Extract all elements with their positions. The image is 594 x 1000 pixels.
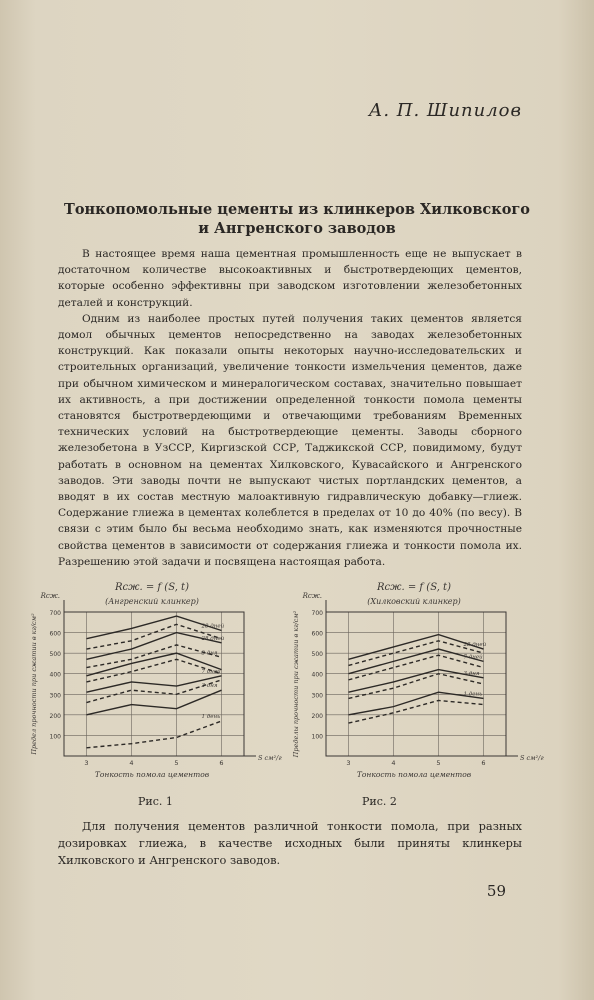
y-tick-label: 700: [311, 610, 323, 617]
x-tick-label: 4: [391, 759, 396, 767]
series-line: [87, 721, 222, 748]
series-label: 3 дня: [463, 670, 480, 677]
series-label: 28 дней: [201, 635, 225, 642]
x-tick-label: 4: [129, 759, 134, 767]
y-tick-label: 100: [311, 733, 323, 741]
title-line-1: Тонкопомольные цементы из клинкеров Хилковского: [64, 201, 530, 218]
y-axis-label: Предел прочности при сжатии в кг/см²: [30, 613, 38, 755]
x-tick-label: 5: [174, 759, 179, 767]
x-axis-label: Тонкость помола цементов: [356, 770, 472, 779]
y-axis-label: Пределы прочности при сжатии в кг/см²: [292, 610, 300, 758]
paragraph-1: В настоящее время наша цементная промышленность еще не выпускает в достаточном количестве высокоактивных и быстротвердеющих цементов, которые особенно эффективны при заводском изготовлении железобетонных деталей и конструкций.: [58, 248, 522, 309]
y-tick-label: 200: [49, 712, 61, 720]
y-tick-label: 600: [49, 630, 61, 638]
figure-2: [284, 578, 554, 818]
plot-frame: [326, 612, 506, 756]
y-tick-label: 300: [49, 692, 61, 700]
series-label: 28 дней: [201, 623, 225, 630]
chart-1: [22, 578, 292, 788]
bottom-text: [58, 818, 522, 869]
paragraph-2: Одним из наиболее простых путей получения таких цементов является домол обычных цементов непосредственно на заводах железобетонных конструкций. Как показали опыты некоторых научно-исследовательских и строительных организаций, увеличение тонкости измельчения цементов, даже при обычном химическом и минералогическом составах, значительно повышает их активность, а при достижении определенной тонкости помола цементы становятся быстротвердеющими и отвечающими требованиям Временных технических условий на быстротвердеющие цементы. Заводы сборного железобетона в УзССР, Киргизской ССР, Таджикской ССР, повидимому, будут работать в основном на цементах Хилковского, Кувасайского и Ангренского заводов. Эти заводы почти не выпускают чистых портландских цементов, а вводят в их состав местную малоактивную гидравлическую добавку—глиеж. Содержание глиежа в цементах колеблется в пределах от 10 до 40% (по весу). В связи с этим было бы весьма необходимо знать, как изменяются прочностные свойства цементов в зависимости от содержания глиежа и тонкости помола их. Разрешению этой задачи и посвящена настоящая работа.: [58, 312, 522, 568]
paragraph-3: Для получения цементов различной тонкости помола, при разных дозировках глиежа, в качестве исходных были приняты клинкеры Хилковского и Ангренского заводов.: [58, 819, 522, 867]
x-unit: S см²/г: [520, 754, 544, 762]
y-tick-label: 600: [311, 630, 323, 638]
chart-subtitle: (Ангренский клинкер): [105, 597, 199, 606]
author-name: А. П. Шипилов: [368, 100, 522, 121]
series-label: 28 дней: [463, 642, 487, 649]
chart-title: Rсж. = f (S, t): [115, 582, 189, 593]
series-label: 1 день: [463, 691, 483, 698]
title-line-2: и Ангренского заводов: [198, 220, 396, 237]
y-tick-label: 700: [49, 610, 61, 617]
series-label: 3 дня: [201, 650, 218, 657]
article-body: [58, 246, 522, 570]
x-tick-label: 6: [481, 759, 486, 767]
series-label: 7 дней: [201, 668, 221, 675]
figure-1: [22, 578, 292, 818]
y-tick-label: 400: [49, 671, 61, 679]
series-label: 3 дня: [201, 683, 218, 690]
y-tick-label: 100: [49, 733, 61, 741]
y-axis-symbol: Rсж.: [40, 592, 60, 600]
page-number: 59: [486, 882, 506, 900]
series-label: 1 день: [201, 714, 221, 721]
x-tick-label: 3: [84, 759, 89, 767]
series-label: 7 дней: [463, 654, 483, 661]
chart-subtitle: (Хилковский клинкер): [367, 597, 461, 606]
x-tick-label: 5: [436, 759, 441, 767]
figure-1-caption: Рис. 1: [138, 795, 173, 808]
x-unit: S см²/г: [258, 754, 282, 762]
x-axis-label: Тонкость помола цементов: [94, 770, 210, 779]
y-tick-label: 200: [311, 712, 323, 720]
x-tick-label: 3: [346, 759, 351, 767]
article-title: [30, 200, 564, 238]
y-tick-label: 400: [311, 671, 323, 679]
figures: [22, 578, 562, 818]
chart-2: [284, 578, 554, 788]
y-tick-label: 500: [49, 651, 61, 659]
series-line: [87, 690, 222, 715]
chart-title: Rсж. = f (S, t): [377, 582, 451, 593]
x-tick-label: 6: [219, 759, 224, 767]
y-tick-label: 500: [311, 651, 323, 659]
y-tick-label: 300: [311, 692, 323, 700]
figure-2-caption: Рис. 2: [362, 795, 397, 808]
y-axis-symbol: Rсж.: [302, 592, 322, 600]
